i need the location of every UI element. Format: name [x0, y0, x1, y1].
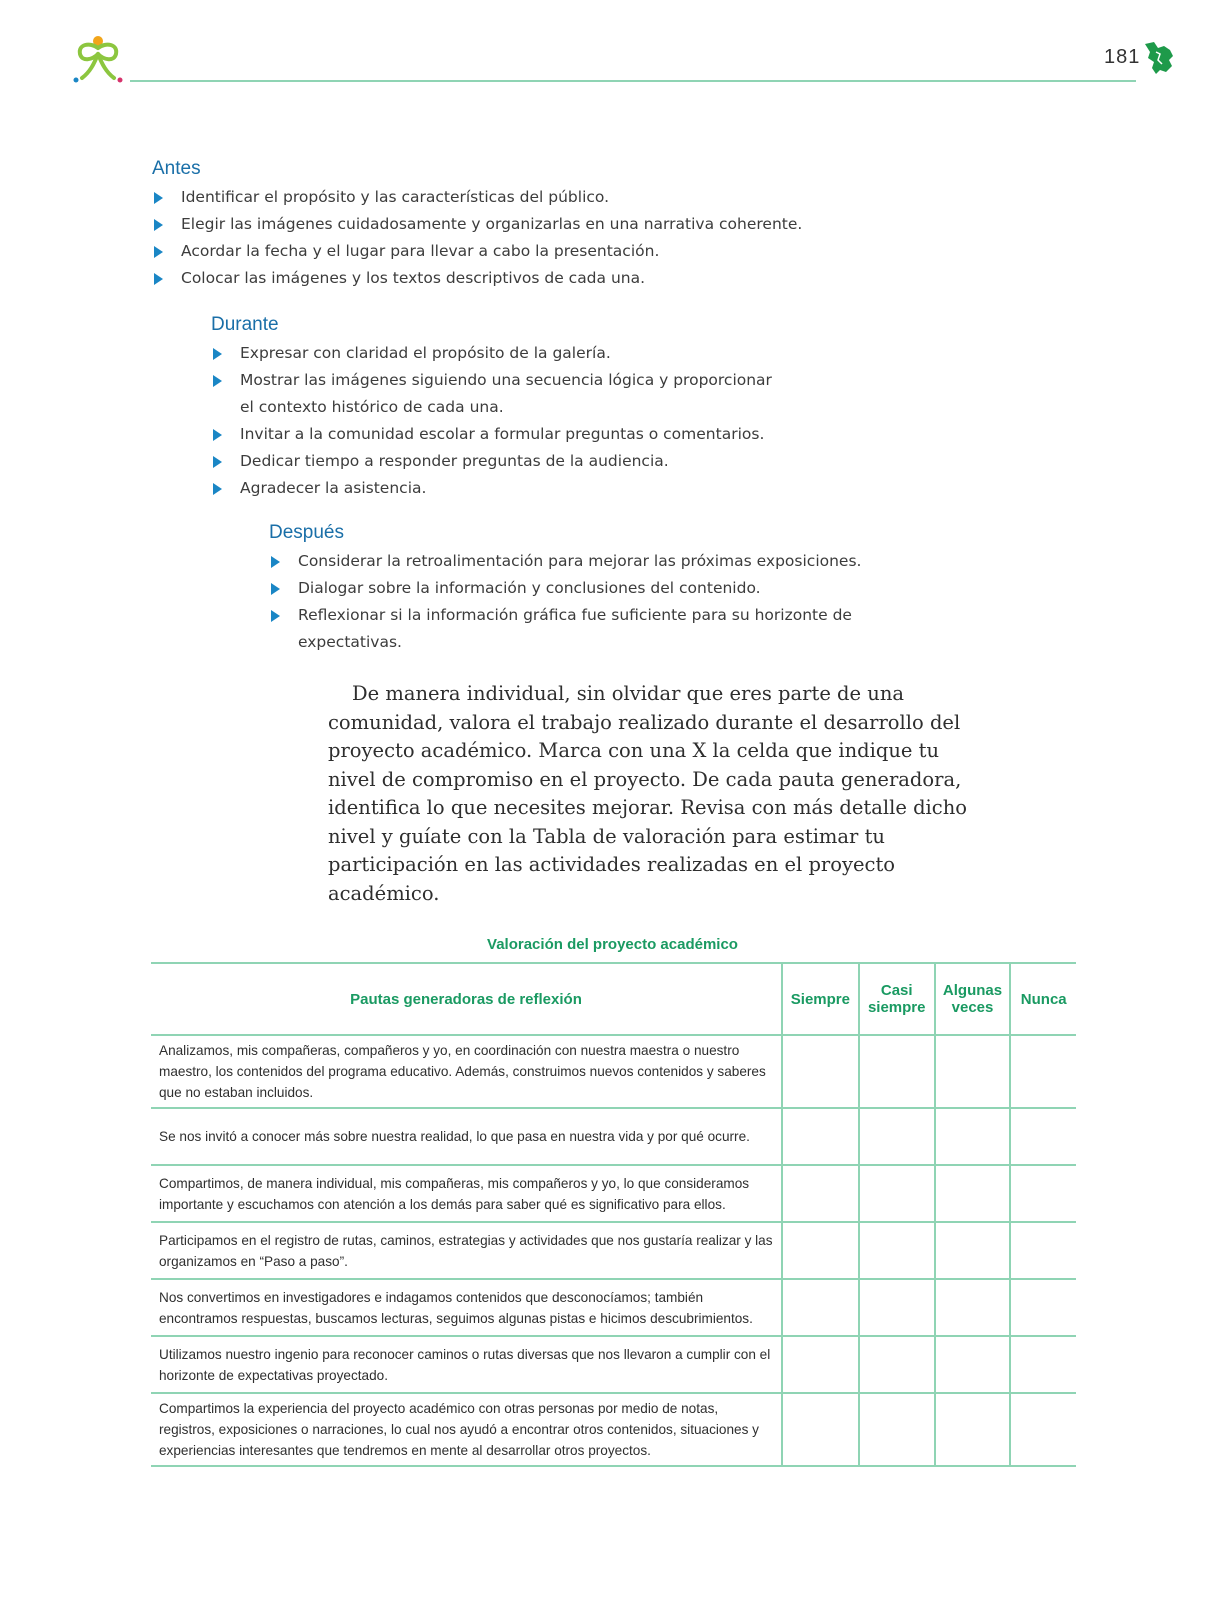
cell-siempre[interactable] — [782, 1279, 859, 1336]
list-item — [211, 448, 781, 475]
column-header-siempre: Siempre — [782, 963, 859, 1035]
list-item-text: Considerar la retroalimentación para mejorar las próximas exposiciones. — [298, 552, 862, 570]
table-title: Valoración del proyecto académico — [487, 936, 738, 953]
list-item-text: Invitar a la comunidad escolar a formular preguntas o comentarios. — [240, 425, 765, 443]
list-item — [211, 367, 781, 421]
cell-nunca[interactable] — [1010, 1108, 1076, 1165]
cell-casi-siempre[interactable] — [859, 1393, 935, 1466]
list-item — [152, 265, 1052, 292]
pauta-text: Analizamos, mis compañeras, compañeros y yo, en coordinación con nuestra maestra o nuestro maestro, los contenidos del programa educativo. Además, construimos nuevos contenidos y saberes que no estaban incluidos. — [151, 1035, 782, 1108]
list-item — [211, 340, 781, 367]
valoracion-table — [151, 962, 1076, 1467]
list-item — [269, 548, 869, 575]
cell-algunas-veces[interactable] — [935, 1222, 1011, 1279]
triangle-bullet-icon — [271, 583, 280, 595]
cell-casi-siempre[interactable] — [859, 1222, 935, 1279]
triangle-bullet-icon — [213, 429, 222, 441]
cell-casi-siempre[interactable] — [859, 1165, 935, 1222]
cell-siempre[interactable] — [782, 1165, 859, 1222]
list-item — [269, 602, 869, 656]
triangle-bullet-icon — [213, 456, 222, 468]
table-row — [151, 1222, 1076, 1279]
cell-siempre[interactable] — [782, 1336, 859, 1393]
table-row — [151, 1108, 1076, 1165]
pauta-text: Nos convertimos en investigadores e indagamos contenidos que desconocíamos; también encontramos respuestas, buscamos lecturas, seguimos algunas pistas e hicimos descubrimientos. — [151, 1279, 782, 1336]
column-header-nunca: Nunca — [1010, 963, 1076, 1035]
cell-nunca[interactable] — [1010, 1222, 1076, 1279]
cell-nunca[interactable] — [1010, 1393, 1076, 1466]
mexico-map-icon — [1142, 40, 1176, 76]
page-number: 181 — [1104, 46, 1141, 68]
pauta-text: Se nos invitó a conocer más sobre nuestra realidad, lo que pasa en nuestra vida y por qué ocurre. — [151, 1108, 782, 1165]
column-header-casi-siempre: Casi siempre — [859, 963, 935, 1035]
triangle-bullet-icon — [213, 483, 222, 495]
triangle-bullet-icon — [154, 192, 163, 204]
header-divider — [130, 80, 1136, 82]
section-title: Después — [269, 522, 344, 543]
triangle-bullet-icon — [154, 273, 163, 285]
list-item-text: Elegir las imágenes cuidadosamente y organizarlas en una narrativa coherente. — [181, 215, 803, 233]
cell-nunca[interactable] — [1010, 1336, 1076, 1393]
cell-algunas-veces[interactable] — [935, 1108, 1011, 1165]
list-item-text: Colocar las imágenes y los textos descriptivos de cada una. — [181, 269, 646, 287]
triangle-bullet-icon — [154, 246, 163, 258]
list-item-text: Agradecer la asistencia. — [240, 479, 427, 497]
triangle-bullet-icon — [213, 348, 222, 360]
cell-casi-siempre[interactable] — [859, 1108, 935, 1165]
list-item — [152, 211, 1052, 238]
cell-siempre[interactable] — [782, 1222, 859, 1279]
cell-algunas-veces[interactable] — [935, 1393, 1011, 1466]
cell-siempre[interactable] — [782, 1393, 859, 1466]
list-item — [211, 475, 781, 502]
cell-algunas-veces[interactable] — [935, 1279, 1011, 1336]
list-item-text: Dialogar sobre la información y conclusiones del contenido. — [298, 579, 761, 597]
table-header-row — [151, 963, 1076, 1035]
table-row — [151, 1165, 1076, 1222]
cell-siempre[interactable] — [782, 1035, 859, 1108]
pauta-text: Utilizamos nuestro ingenio para reconocer caminos o rutas diversas que nos llevaron a cumplir con el horizonte de expectativas proyectado. — [151, 1336, 782, 1393]
cell-nunca[interactable] — [1010, 1165, 1076, 1222]
table-row — [151, 1279, 1076, 1336]
cell-siempre[interactable] — [782, 1108, 859, 1165]
pauta-text: Compartimos la experiencia del proyecto académico con otras personas por medio de notas, registros, exposiciones o narraciones, lo cual nos ayudó a encontrar otros contenidos, situaciones y experiencias interesantes que tendremos en mente al desarrollar otros proyectos. — [151, 1393, 782, 1466]
list-item — [269, 575, 869, 602]
list-item-text: Reflexionar si la información gráfica fue suficiente para su horizonte de expectativas. — [298, 606, 852, 651]
table-row — [151, 1035, 1076, 1108]
list-item-text: Mostrar las imágenes siguiendo una secuencia lógica y proporcionar el contexto histórico de cada una. — [240, 371, 772, 416]
section-title: Durante — [211, 314, 279, 335]
list-item-text: Expresar con claridad el propósito de la galería. — [240, 344, 611, 362]
cell-casi-siempre[interactable] — [859, 1035, 935, 1108]
cell-algunas-veces[interactable] — [935, 1035, 1011, 1108]
cell-casi-siempre[interactable] — [859, 1279, 935, 1336]
instructions-paragraph: De manera individual, sin olvidar que eres parte de una comunidad, valora el trabajo realizado durante el desarrollo del proyecto académico. Marca con una X la celda que indique tu nivel de compromiso en el proyecto. De cada pauta generadora, identifica lo que necesites mejorar. Revisa con más detalle dicho nivel y guíate con la Tabla de valoración para estimar tu participación en las actividades realizadas en el proyecto académico. — [328, 682, 968, 905]
list-item-text: Acordar la fecha y el lugar para llevar a cabo la presentación. — [181, 242, 660, 260]
column-header-algunas-veces: Algunas veces — [935, 963, 1011, 1035]
triangle-bullet-icon — [271, 610, 280, 622]
column-header-pautas: Pautas generadoras de reflexión — [151, 963, 782, 1035]
list-item-text: Identificar el propósito y las características del público. — [181, 188, 610, 206]
table-row — [151, 1336, 1076, 1393]
flower-logo-icon — [72, 34, 124, 86]
list-item — [152, 184, 1052, 211]
list-item-text: Dedicar tiempo a responder preguntas de la audiencia. — [240, 452, 669, 470]
list-item — [211, 421, 781, 448]
pauta-text: Compartimos, de manera individual, mis compañeras, mis compañeros y yo, lo que consideramos importante y escuchamos con atención a los demás para saber qué es significativo para ellos. — [151, 1165, 782, 1222]
triangle-bullet-icon — [154, 219, 163, 231]
cell-casi-siempre[interactable] — [859, 1336, 935, 1393]
cell-nunca[interactable] — [1010, 1035, 1076, 1108]
table-row — [151, 1393, 1076, 1466]
triangle-bullet-icon — [213, 375, 222, 387]
list-item — [152, 238, 1052, 265]
triangle-bullet-icon — [271, 556, 280, 568]
pauta-text: Participamos en el registro de rutas, caminos, estrategias y actividades que nos gustaría realizar y las organizamos en “Paso a paso”. — [151, 1222, 782, 1279]
cell-algunas-veces[interactable] — [935, 1165, 1011, 1222]
cell-nunca[interactable] — [1010, 1279, 1076, 1336]
section-title: Antes — [152, 158, 201, 179]
cell-algunas-veces[interactable] — [935, 1336, 1011, 1393]
section-antes — [152, 158, 1052, 292]
section-despues — [269, 522, 869, 656]
section-durante — [211, 314, 781, 502]
